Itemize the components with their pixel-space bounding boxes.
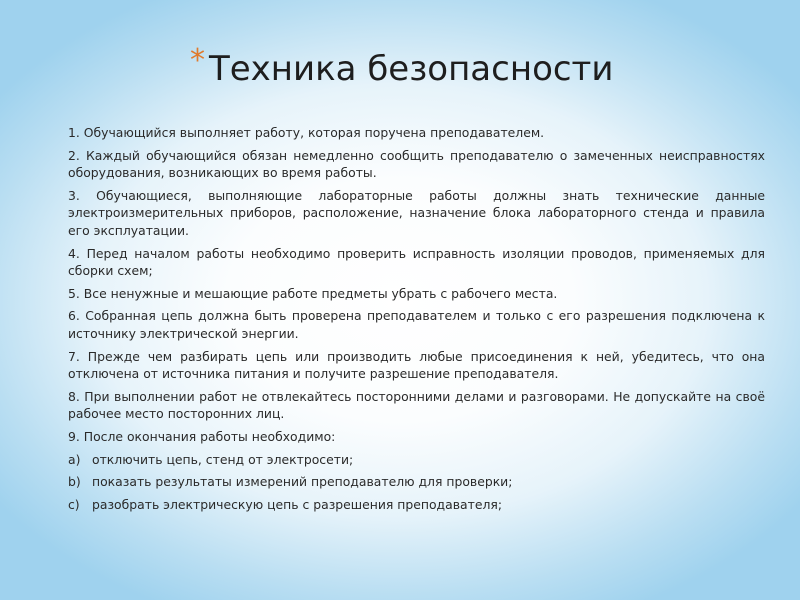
subitem-a xyxy=(68,451,765,469)
rule-paragraph-3: 3. Обучающиеся, выполняющие лабораторные работы должны знать технические данные электроизмерительных приборов, расположение, назначение блока лабораторного стенда и правила его эксплуатации. xyxy=(68,187,765,238)
subitem-text: разобрать электрическую цепь с разрешения преподавателя; xyxy=(92,496,502,512)
rule-paragraph-4: 4. Перед началом работы необходимо проверить исправность изоляции проводов, применяемых для сборки схем; xyxy=(68,245,765,279)
subitem-b xyxy=(68,473,765,491)
rule-paragraph-5: 5. Все ненужные и мешающие работе предметы убрать с рабочего места. xyxy=(68,285,558,301)
subitem-marker: c) xyxy=(68,496,80,512)
slide-body xyxy=(68,124,765,518)
title-bullet: * xyxy=(190,43,205,78)
subitem-marker: a) xyxy=(68,451,81,467)
slide-title: Техника безопасности xyxy=(209,49,614,89)
slide-title-row xyxy=(190,44,613,94)
subitem-text: показать результаты измерений преподавателю для проверки; xyxy=(92,474,513,490)
rule-paragraph-6: 6. Собранная цепь должна быть проверена преподавателем и только с его разрешения подключена к источнику электрической энергии. xyxy=(68,308,765,341)
rule-paragraph-8: 8. При выполнении работ не отвлекайтесь посторонними делами и разговорами. Не допускайте на своё рабочее место посторонних лиц. xyxy=(68,388,765,422)
rule-paragraph-1: 1. Обучающийся выполняет работу, которая поручена преподавателем. xyxy=(68,125,545,140)
rule-paragraph-9: 9. После окончания работы необходимо: xyxy=(68,428,336,444)
rule-paragraph-7: 7. Прежде чем разбирать цепь или производить любые присоединения к ней, убедитесь, что она отключена от источника питания и получите разрешение преподавателя. xyxy=(68,348,765,382)
subitem-c xyxy=(68,496,765,514)
subitem-text: отключить цепь, стенд от электросети; xyxy=(92,451,354,467)
rule-paragraph-2: 2. Каждый обучающийся обязан немедленно сообщить преподавателю о замеченных неисправностях оборудования, возникающих во время работы. xyxy=(68,147,765,181)
subitem-marker: b) xyxy=(68,474,81,490)
